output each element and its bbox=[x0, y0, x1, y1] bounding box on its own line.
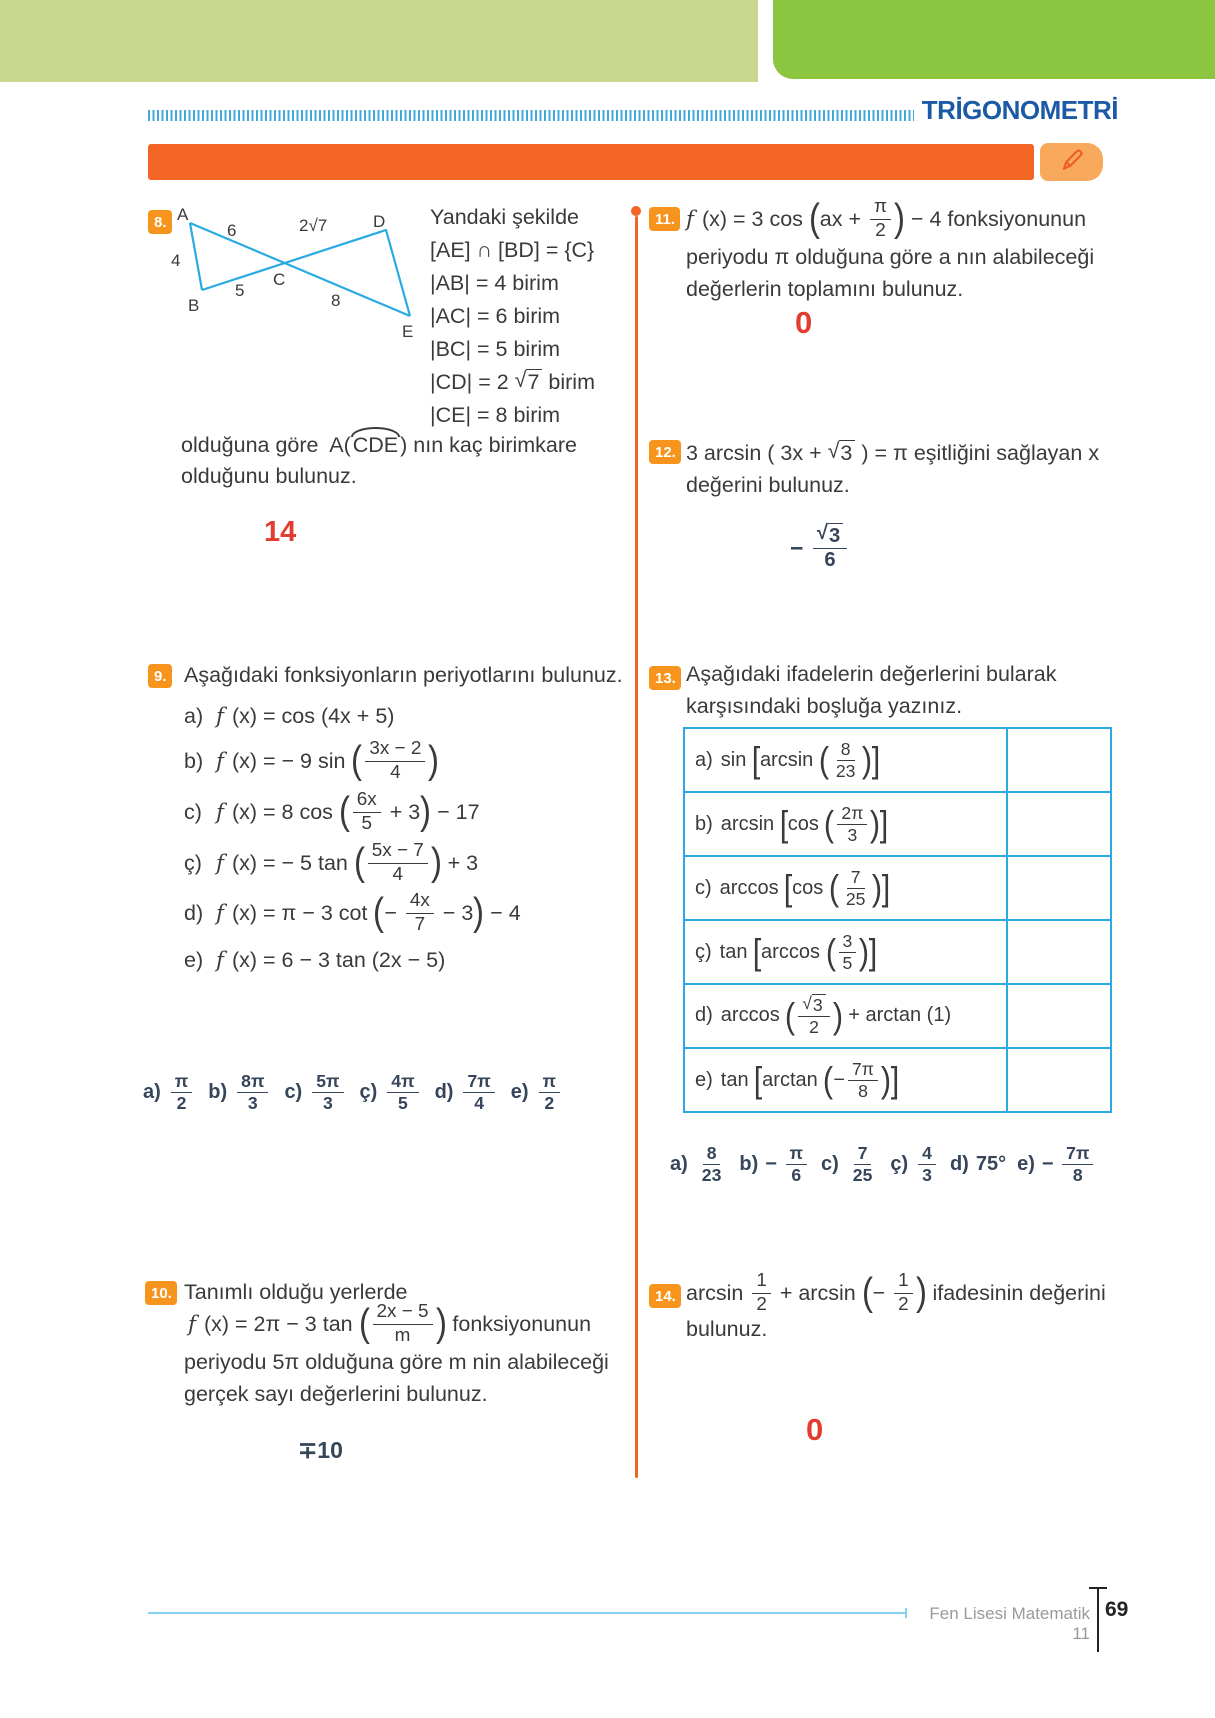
footer-book-title: Fen Lisesi Matematik 11 bbox=[929, 1604, 1090, 1643]
table-row bbox=[684, 792, 1111, 856]
answer-item bbox=[143, 1071, 195, 1114]
q13-answers bbox=[670, 1140, 1096, 1188]
q8-question-text bbox=[181, 430, 577, 492]
q9-item-d bbox=[184, 890, 521, 936]
item-math: f (x) = − 5 tan ( 5x − 7 4 ) + 3 bbox=[216, 840, 479, 885]
edge-label-cd: 2√7 bbox=[299, 216, 328, 235]
answer-label: ç) bbox=[890, 1152, 909, 1175]
answer-value: 8π 3 bbox=[234, 1071, 271, 1114]
vertex-label-d: D bbox=[373, 212, 386, 231]
table-row bbox=[684, 728, 1111, 792]
item-math: f (x) = − 9 sin ( 3x − 2 4 ) bbox=[216, 738, 440, 783]
answer-value: 4 3 bbox=[915, 1143, 939, 1186]
q10-number-badge: 10. bbox=[145, 1281, 177, 1305]
q9-item-b bbox=[184, 738, 439, 784]
row-expression: arccos ( √ 3 2 ) + arctan (1) bbox=[720, 993, 952, 1038]
vertex-label-b: B bbox=[188, 296, 200, 315]
q11-answer: 0 bbox=[795, 305, 813, 340]
answer-label: e) bbox=[510, 1080, 529, 1103]
row-label: e) bbox=[695, 1068, 713, 1091]
row-expression: tan [ arctan ( − $\frac{7\pi}{8}$ ) ] bbox=[720, 1058, 900, 1101]
page-title: TRİGONOMETRİ bbox=[921, 95, 1118, 125]
row-expression: arcsin [ cos ( 2π 3 ) ] bbox=[720, 802, 889, 845]
q8-number-badge: 8. bbox=[148, 210, 172, 234]
q12-number-badge: 12. bbox=[649, 440, 681, 464]
row-label: a) bbox=[695, 748, 713, 771]
answer-value: − $\frac{\pi}{6}$ bbox=[765, 1143, 810, 1186]
q8-given-block bbox=[430, 201, 595, 432]
answer-item bbox=[208, 1071, 271, 1114]
edge-label-ce: 8 bbox=[331, 291, 341, 310]
q9-item-a bbox=[184, 702, 394, 730]
row-expression: tan [ arccos ( 3 5 ) ] bbox=[719, 930, 878, 973]
answer-blank-cell bbox=[1007, 984, 1111, 1048]
q11-number-badge: 11. bbox=[649, 207, 680, 231]
q10-line-1: Tanımlı olduğu yerlerde bbox=[184, 1279, 408, 1304]
q10-line-3: periyodu 5π olduğuna göre m nin alabileceği bbox=[184, 1349, 609, 1374]
edge-label-bc: 5 bbox=[235, 281, 245, 300]
q14-line-2: bulunuz. bbox=[686, 1316, 768, 1341]
q9-number-badge: 9. bbox=[148, 664, 172, 688]
q9-item-c2 bbox=[184, 840, 478, 886]
answer-label: d) bbox=[949, 1152, 969, 1175]
footer-page-divider bbox=[1097, 1588, 1099, 1652]
answer-value: 7π 4 bbox=[460, 1071, 497, 1114]
q12-line-2: değerini bulunuz. bbox=[686, 472, 850, 497]
q14-line-1: arcsin 1 2 + arcsin ( − $\frac{1}{2}$ ) ifadesinin değerini bbox=[686, 1270, 1106, 1315]
item-math: f (x) = cos (4x + 5) bbox=[216, 703, 395, 729]
answer-label: c) bbox=[821, 1152, 839, 1175]
row-expression: arccos [ cos ( 7 25 ) ] bbox=[719, 866, 891, 909]
q13-title-line-1: Aşağıdaki ifadelerin değerlerini bularak bbox=[686, 662, 1057, 686]
q8-given-line: |BC| = 5 birim bbox=[430, 337, 561, 361]
edge-label-ac: 6 bbox=[227, 221, 237, 240]
answer-value: 8 23 bbox=[701, 1142, 722, 1185]
item-math: f (x) = 6 − 3 tan (2x − 5) bbox=[216, 947, 446, 973]
q8-question-line: olduğunu bulunuz. bbox=[181, 464, 357, 488]
figure-lines bbox=[190, 223, 410, 316]
column-divider bbox=[635, 216, 638, 1478]
footer-rule bbox=[148, 1612, 905, 1614]
q8-given-line: [AE] ∩ [BD] = {C} bbox=[430, 238, 595, 262]
answer-label: b) bbox=[208, 1080, 228, 1103]
item-label: d) bbox=[184, 900, 204, 925]
q8-given-line: Yandaki şekilde bbox=[430, 205, 579, 229]
answer-value: π 2 bbox=[168, 1071, 195, 1114]
item-label: a) bbox=[184, 703, 204, 728]
answer-blank-cell bbox=[1007, 920, 1111, 984]
answer-value: 4π 5 bbox=[384, 1071, 421, 1114]
q11-line-2: periyodu π olduğuna göre a nın alabileceği bbox=[686, 244, 1095, 269]
q13-title-line-2: karşısındaki boşluğa yazınız. bbox=[686, 694, 963, 718]
q13-table bbox=[683, 727, 1112, 1113]
answer-value: 75° bbox=[975, 1152, 1007, 1175]
answer-item bbox=[1017, 1143, 1096, 1186]
q11-line-3: değerlerin toplamını bulunuz. bbox=[686, 276, 964, 301]
section-bar bbox=[148, 144, 1034, 180]
q8-answer: 14 bbox=[264, 516, 297, 548]
q10-line-4: gerçek sayı değerlerini bulunuz. bbox=[184, 1381, 488, 1406]
footer-rule-tick bbox=[905, 1608, 907, 1618]
item-label: b) bbox=[184, 748, 204, 773]
answer-item bbox=[511, 1071, 563, 1114]
answer-blank-cell bbox=[1007, 1048, 1111, 1112]
answer-label: a) bbox=[670, 1152, 688, 1175]
answer-label: ç) bbox=[359, 1080, 378, 1103]
answer-blank-cell bbox=[1007, 856, 1111, 920]
answer-label: c) bbox=[284, 1080, 303, 1103]
item-label: e) bbox=[184, 947, 204, 972]
answer-item bbox=[435, 1071, 498, 1114]
footer-page-number: 69 bbox=[1105, 1598, 1129, 1621]
q8-question-line: olduğuna göre A( CDE ) nın kaç birimkare bbox=[181, 433, 577, 457]
answer-item bbox=[360, 1071, 422, 1114]
row-label: c) bbox=[695, 876, 712, 899]
item-math: f (x) = 8 cos ( 6x 5 + 3 ) − 17 bbox=[216, 789, 480, 834]
q14-answer: 0 bbox=[806, 1412, 824, 1447]
pencil-box bbox=[1040, 143, 1103, 181]
answer-item bbox=[950, 1153, 1006, 1176]
item-label: ç) bbox=[184, 850, 202, 875]
item-math: f (x) = π − 3 cot ( − $\frac{4x}{7}$ − 3 ) − 4 bbox=[216, 890, 521, 935]
header-lightgreen-bar bbox=[0, 0, 758, 82]
edge-label-ab: 4 bbox=[171, 251, 181, 270]
divider-dot bbox=[631, 206, 641, 216]
item-label: c) bbox=[184, 799, 202, 824]
q8-given-line: |AB| = 4 birim bbox=[430, 271, 559, 295]
answer-item bbox=[890, 1143, 939, 1186]
answer-value: π 2 bbox=[536, 1071, 563, 1114]
row-label: ç) bbox=[695, 940, 712, 963]
table-row bbox=[684, 856, 1111, 920]
answer-item bbox=[739, 1143, 810, 1186]
q13-number-badge: 13. bbox=[649, 666, 681, 690]
pencil-icon bbox=[1059, 147, 1085, 178]
answer-label: a) bbox=[143, 1080, 161, 1103]
answer-value: 7 25 bbox=[852, 1142, 873, 1185]
q9-answers bbox=[143, 1068, 563, 1116]
q12-line-1: 3 arcsin ( 3x + √ 3 ) = π eşitliğini sağlayan x bbox=[686, 438, 1100, 465]
answer-value: − $\frac{7\pi}{8}$ bbox=[1042, 1143, 1097, 1186]
answer-item bbox=[284, 1071, 346, 1114]
q9-item-c bbox=[184, 789, 480, 835]
header-darkgreen-bar bbox=[773, 0, 1215, 79]
q8-given-line: |CE| = 8 birim bbox=[430, 403, 561, 427]
table-row bbox=[684, 920, 1111, 984]
row-expression: sin [ arcsin ( 8 23 ) ] bbox=[720, 738, 881, 781]
answer-value: 5π 3 bbox=[309, 1071, 346, 1114]
vertex-label-a: A bbox=[177, 205, 189, 224]
answer-item bbox=[821, 1143, 879, 1186]
dashed-rule bbox=[148, 110, 914, 121]
answer-blank-cell bbox=[1007, 792, 1111, 856]
answer-label: b) bbox=[739, 1152, 759, 1175]
answer-label: d) bbox=[434, 1080, 454, 1103]
q11-line-1: f (x) = 3 cos ( ax + $\frac{\pi}{2}$ ) − 4 fonksiyonunun bbox=[686, 196, 1087, 241]
q8-given-line: |CD| = 2 √ 7 birim bbox=[430, 368, 595, 395]
q9-item-e bbox=[184, 946, 445, 974]
row-label: d) bbox=[695, 1004, 713, 1027]
row-label: b) bbox=[695, 812, 713, 835]
q9-title: Aşağıdaki fonksiyonların periyotlarını bulunuz. bbox=[184, 663, 623, 687]
q14-number-badge: 14. bbox=[649, 1284, 681, 1308]
answer-blank-cell bbox=[1007, 728, 1111, 792]
table-row bbox=[684, 984, 1111, 1048]
q10-answer: ∓10 bbox=[298, 1437, 343, 1463]
vertex-label-c: C bbox=[273, 270, 286, 289]
vertex-label-e: E bbox=[402, 322, 414, 341]
q8-given-line: |AC| = 6 birim bbox=[430, 304, 561, 328]
answer-label: e) bbox=[1017, 1152, 1035, 1175]
answer-item bbox=[670, 1143, 728, 1186]
q12-answer: − √ 3 6 bbox=[790, 520, 850, 576]
q10-line-2: f (x) = 2π − 3 tan ( 2x − 5 m ) fonksiyonunun bbox=[188, 1301, 592, 1346]
q8-figure bbox=[163, 198, 435, 350]
table-row bbox=[684, 1048, 1111, 1112]
